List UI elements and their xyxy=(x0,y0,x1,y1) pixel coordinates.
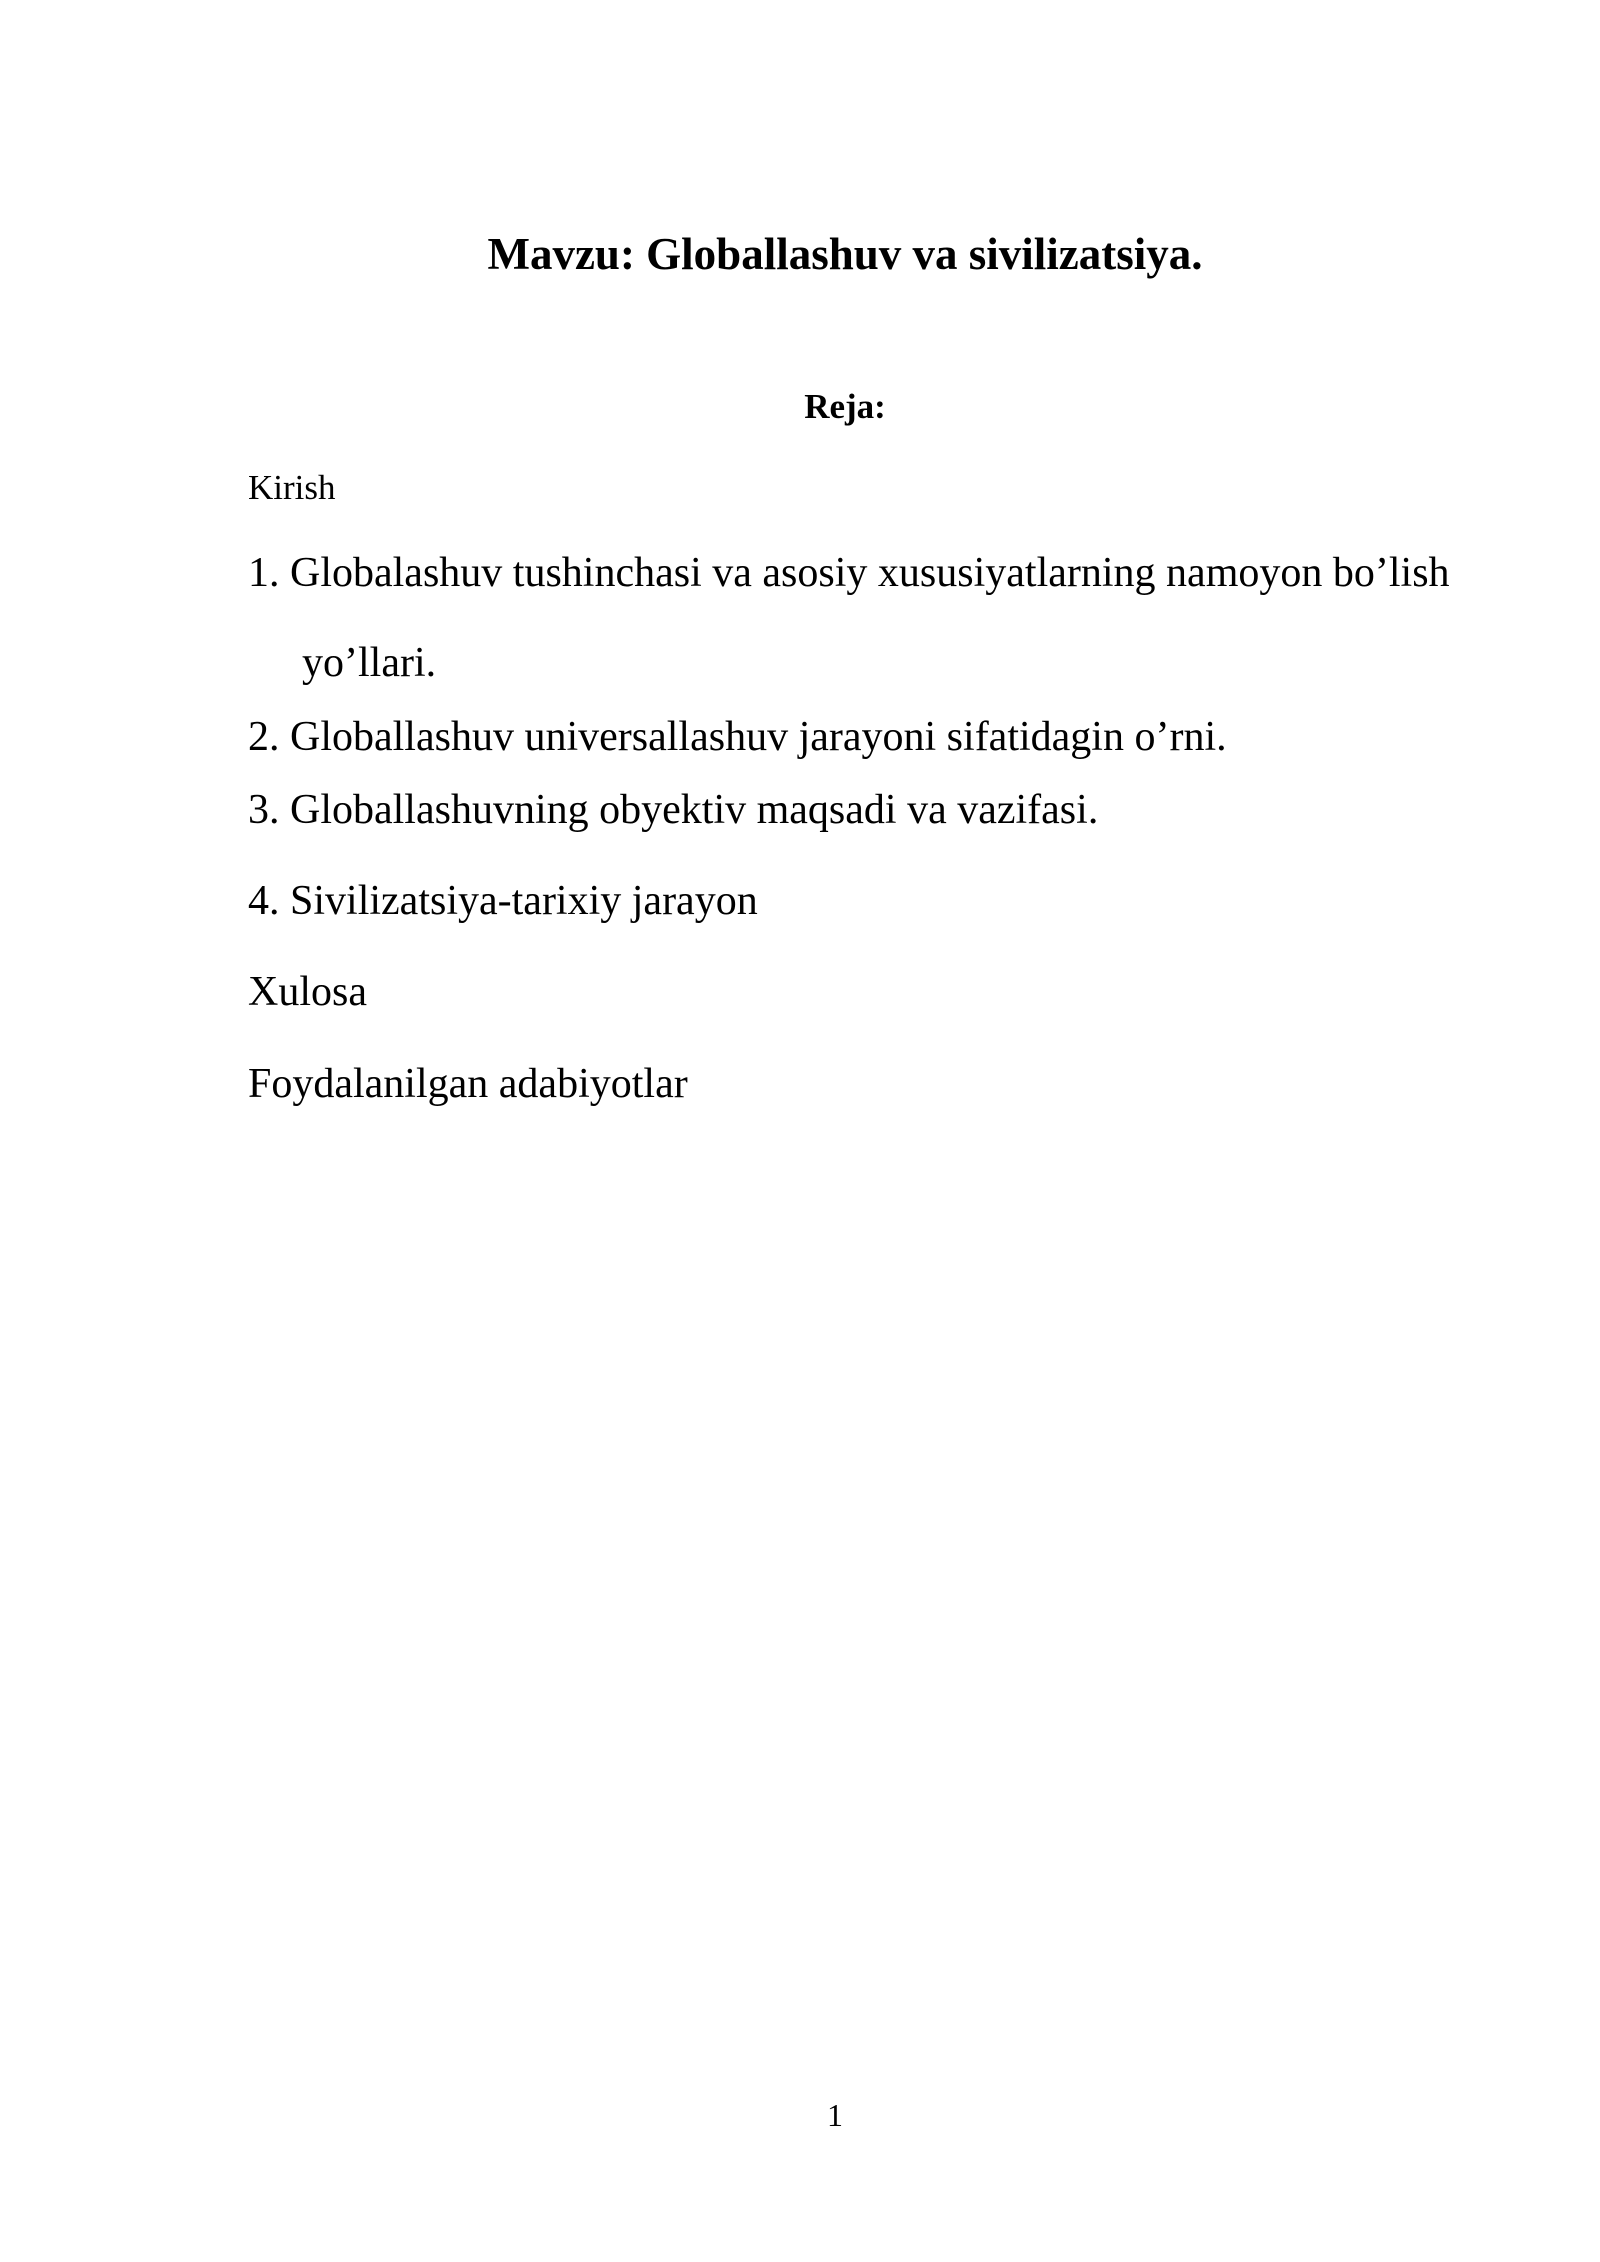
page-title: Mavzu: Globallashuv va sivilizatsiya. xyxy=(487,229,1203,279)
references-line: Foydalanilgan adabiyotlar xyxy=(248,1061,688,1107)
page-number: 1 xyxy=(827,2097,843,2133)
conclusion-line: Xulosa xyxy=(248,969,367,1015)
plan-heading: Reja: xyxy=(804,387,886,426)
intro-line: Kirish xyxy=(248,468,336,507)
plan-item-3: 3. Globallashuvning obyektiv maqsadi va vazifasi. xyxy=(248,787,1099,833)
plan-item-4: 4. Sivilizatsiya-tarixiy jarayon xyxy=(248,878,758,924)
plan-item-1-continuation: yo’llari. xyxy=(302,640,437,686)
plan-item-2: 2. Globallashuv universallashuv jarayoni sifatidagin o’rni. xyxy=(248,714,1227,760)
plan-item-1: 1. Globalashuv tushinchasi va asosiy xususiyatlarning namoyon bo’lish xyxy=(248,550,1450,596)
